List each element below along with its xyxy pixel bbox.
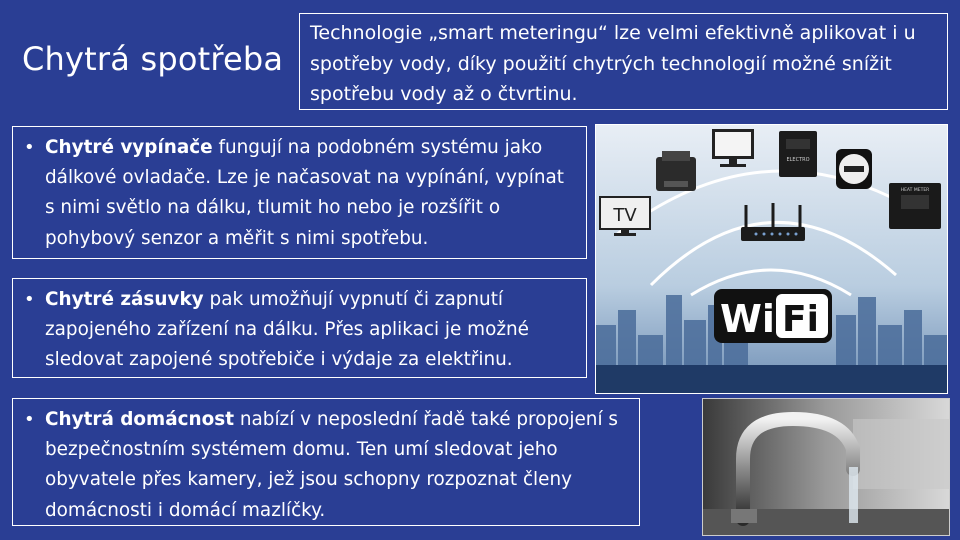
bullet-smart-switches <box>12 126 587 259</box>
heat-meter-label: HEAT METER <box>900 188 930 193</box>
slide-title: Chytrá spotřeba <box>22 40 284 78</box>
bullet-smart-home <box>12 398 640 526</box>
bullet-dot: • <box>24 289 35 310</box>
bullet-heading: Chytré vypínače <box>45 137 213 158</box>
water-stream <box>849 467 858 523</box>
intro-textbox: Technologie „smart meteringu“ lze velmi efektivně aplikovat i u spotřeby vody, díky použití chytrých technologií možné snížit spotřebu vody až o čtvrtinu. <box>299 13 948 110</box>
round-meter-icon <box>836 149 872 189</box>
tv-label: TV <box>613 205 637 226</box>
meter-label: ELECTRO <box>786 157 810 163</box>
bullet-text: nabízí v neposlední řadě také propojení s bezpečnostním systémem domu. Ten umí sledovat jeho obyvatele přes kamery, jež jsou schopny rozpoznat členy domácnosti i domácí mazlíčky. <box>45 409 619 521</box>
wifi-illustration <box>595 124 948 394</box>
bullet-dot: • <box>24 409 35 430</box>
printer-icon <box>656 151 696 191</box>
wifi-left-text: Wi <box>720 297 775 341</box>
wifi-logo <box>714 289 832 343</box>
heat-meter-icon <box>889 183 941 229</box>
bullet-heading: Chytrá domácnost <box>45 409 234 430</box>
bullet-text: fungují na podobném systému jako dálkové ovladače. Lze je načasovat na vypínání, vypínat s nimi světlo na dálku, tlumit ho nebo je rozšířit o pohybový senzor a měřit s nimi spotřebu. <box>45 137 564 249</box>
bullet-smart-sockets <box>12 278 587 378</box>
bullet-text: pak umožňují vypnutí či zapnutí zapojeného zařízení na dálku. Přes aplikaci je možné sledovat zapojené spotřebiče i výdaje za elektřinu. <box>45 289 529 371</box>
faucet-photo <box>702 398 950 536</box>
bullet-dot: • <box>24 137 35 158</box>
bullet-heading: Chytré zásuvky <box>45 289 204 310</box>
wifi-right-text: Fi <box>782 299 819 340</box>
meter-icon <box>779 131 817 177</box>
